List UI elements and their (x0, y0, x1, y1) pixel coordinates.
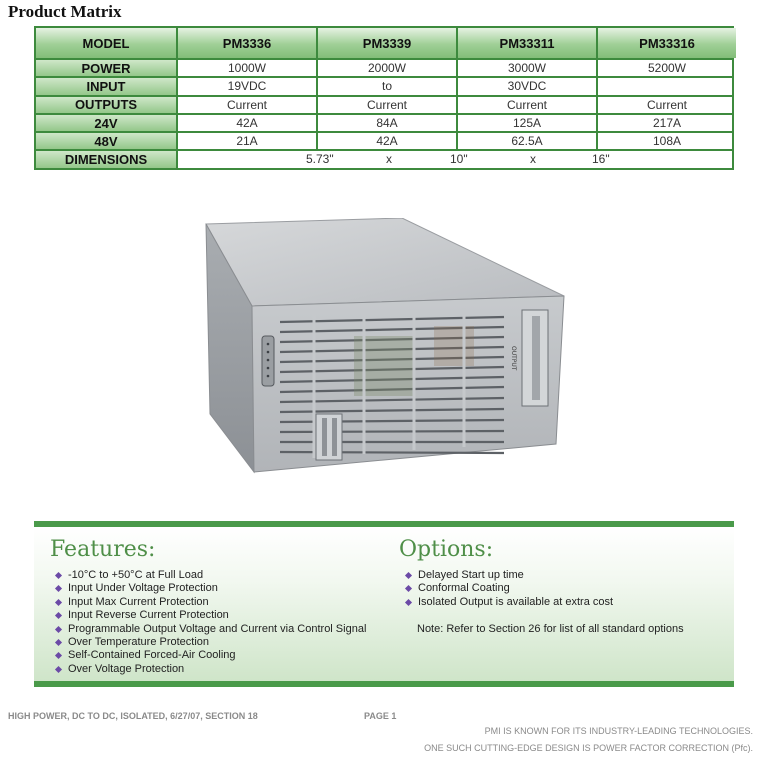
table-cell: Current (176, 97, 316, 113)
row-label: DIMENSIONS (36, 151, 176, 167)
list-item: Over Voltage Protection (54, 663, 366, 676)
table-row-outputs (36, 95, 732, 113)
header-model: MODEL (36, 28, 176, 58)
list-item: Over Temperature Protection (54, 636, 366, 649)
table-row-48v (36, 131, 732, 149)
table-cell: Current (596, 97, 736, 113)
header-pm33311: PM33311 (456, 28, 596, 58)
table-cell: 30VDC (456, 78, 596, 94)
row-label: POWER (36, 60, 176, 76)
table-cell: 42A (176, 115, 316, 131)
table-cell: 2000W (316, 60, 456, 76)
dimensions-value (176, 151, 736, 167)
dimension-separator: x (386, 152, 392, 167)
row-label: 48V (36, 133, 176, 149)
list-item: Conformal Coating (404, 582, 613, 595)
table-cell: Current (316, 97, 456, 113)
table-cell: 108A (596, 133, 736, 149)
table-cell: 125A (456, 115, 596, 131)
features-list (54, 569, 366, 676)
row-label: INPUT (36, 78, 176, 94)
table-cell: to (316, 78, 456, 94)
table-cell: 62.5A (456, 133, 596, 149)
header-pm3339: PM3339 (316, 28, 456, 58)
list-item: Self-Contained Forced-Air Cooling (54, 649, 366, 662)
dimension-width: 10" (450, 152, 468, 167)
footer-section-info: HIGH POWER, DC TO DC, ISOLATED, 6/27/07, SECTION 18 (8, 711, 258, 721)
options-heading: Options: (399, 537, 494, 562)
table-row-power (36, 58, 732, 76)
list-item: Programmable Output Voltage and Current via Control Signal (54, 623, 366, 636)
table-row-dimensions (36, 149, 732, 167)
list-item: Delayed Start up time (404, 569, 613, 582)
dimension-separator: x (530, 152, 536, 167)
table-cell: 84A (316, 115, 456, 131)
header-pm3336: PM3336 (176, 28, 316, 58)
options-note: Note: Refer to Section 26 for list of all standard options (417, 623, 684, 635)
list-item: Input Reverse Current Protection (54, 609, 366, 622)
list-item: Input Under Voltage Protection (54, 582, 366, 595)
table-cell: 3000W (456, 60, 596, 76)
header-pm33316: PM33316 (596, 28, 736, 58)
list-item: Input Max Current Protection (54, 596, 366, 609)
features-heading: Features: (50, 537, 156, 562)
power-supply-photo (204, 218, 566, 474)
footer-tagline-2: ONE SUCH CUTTING-EDGE DESIGN IS POWER FACTOR CORRECTION (Pfc). (424, 743, 753, 753)
table-cell: Current (456, 97, 596, 113)
table-cell: 217A (596, 115, 736, 131)
list-item: Isolated Output is available at extra cost (404, 596, 613, 609)
row-label: 24V (36, 115, 176, 131)
dimension-depth: 16" (592, 152, 610, 167)
output-label: OUTPUT (510, 346, 517, 371)
table-header-row (36, 28, 732, 58)
table-cell (596, 78, 736, 94)
table-cell: 5200W (596, 60, 736, 76)
table-row-24v (36, 113, 732, 131)
page-title: Product Matrix (8, 2, 122, 21)
table-cell: 19VDC (176, 78, 316, 94)
table-cell: 1000W (176, 60, 316, 76)
table-row-input (36, 76, 732, 94)
table-cell: 42A (316, 133, 456, 149)
row-label: OUTPUTS (36, 97, 176, 113)
footer-page-number: PAGE 1 (364, 711, 397, 721)
table-cell: 21A (176, 133, 316, 149)
features-options-panel (34, 521, 734, 687)
dimension-height: 5.73" (306, 152, 334, 167)
product-matrix-table (34, 26, 734, 170)
options-list (404, 569, 613, 609)
footer-tagline-1: PMI IS KNOWN FOR ITS INDUSTRY-LEADING TECHNOLOGIES. (484, 726, 753, 736)
list-item: -10°C to +50°C at Full Load (54, 569, 366, 582)
